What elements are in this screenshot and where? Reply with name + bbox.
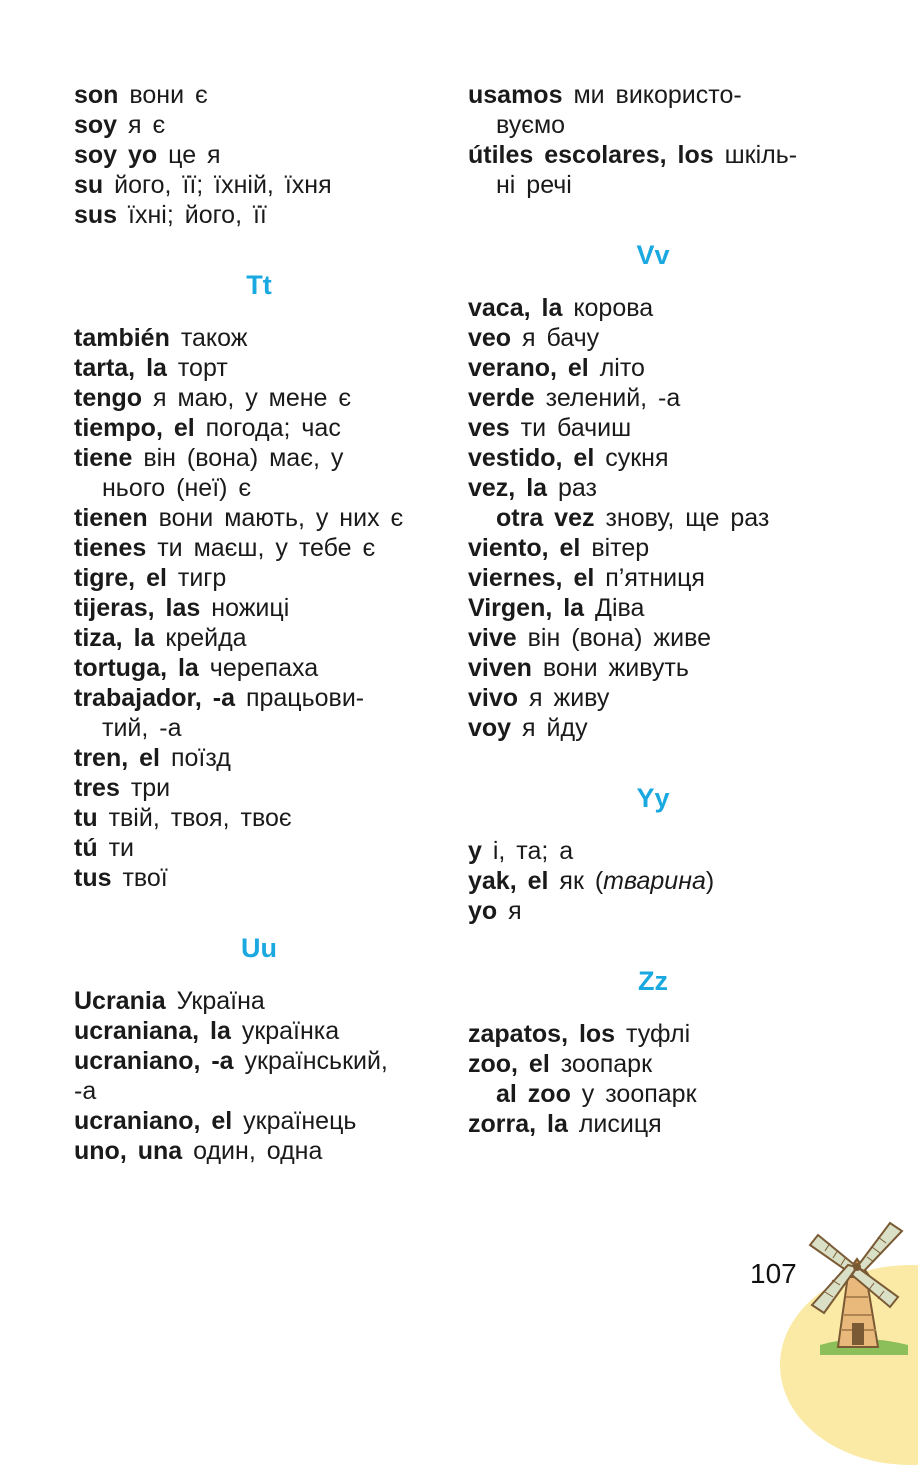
entry-headword: y: [468, 837, 482, 865]
entry-headword: uno, una: [74, 1137, 183, 1165]
entry-headword: Virgen, la: [468, 594, 585, 622]
entry-headword: trabajador, -a: [74, 684, 235, 712]
entry-translation: Діва: [595, 594, 645, 622]
entry-headword: zoo, el: [468, 1050, 550, 1078]
entry-translation: черепаха: [209, 654, 319, 682]
entry-translation: ти маєш, у тебе є: [157, 534, 376, 562]
dictionary-entry: [468, 80, 860, 140]
entry-translation: його, її; їхній, їхня: [114, 171, 332, 199]
dictionary-entry: [74, 200, 454, 230]
entry-headword: vivo: [468, 684, 519, 712]
entry-translation: зоопарк: [560, 1050, 653, 1078]
dictionary-entry: [74, 323, 454, 353]
entry-translation: вони є: [129, 81, 208, 109]
dictionary-entry: [468, 140, 860, 200]
entry-translation: твій, твоя, твоє: [108, 804, 292, 832]
entry-headword: tú: [74, 834, 98, 862]
entry-headword: tres: [74, 774, 120, 802]
dictionary-entry: [468, 323, 860, 353]
dictionary-entry: [74, 863, 454, 893]
entry-headword: tortuga, la: [74, 654, 199, 682]
dictionary-entry: [74, 1106, 454, 1136]
section-letter-heading: Uu: [241, 933, 277, 963]
section-letter-heading: Zz: [638, 966, 668, 996]
dictionary-entry: [74, 140, 454, 170]
entry-headword: zorra, la: [468, 1110, 568, 1138]
entry-translation: працьови-: [245, 684, 365, 712]
entry-translation: поїзд: [170, 744, 231, 772]
section-letter-heading: Yy: [636, 783, 670, 813]
entry-translation: український,: [244, 1047, 388, 1075]
dictionary-entry: [468, 593, 860, 623]
dictionary-entry: [74, 833, 454, 863]
entry-headword: tigre, el: [74, 564, 167, 592]
dictionary-entry: [74, 413, 454, 443]
entry-translation: ми використо-: [573, 81, 742, 109]
entry-headword: zapatos, los: [468, 1020, 616, 1048]
entry-translation: лисиця: [578, 1110, 662, 1138]
dictionary-entry: [74, 773, 454, 803]
entry-continuation: ні речі: [496, 171, 572, 199]
dictionary-entry: [468, 563, 860, 593]
entry-headword: su: [74, 171, 104, 199]
entry-translation: зелений, -а: [545, 384, 681, 412]
dictionary-entry: [74, 1136, 454, 1166]
entry-translation: він (вона) живе: [527, 624, 712, 652]
dictionary-entry: [74, 1016, 454, 1046]
dictionary-entry: [468, 1019, 860, 1049]
entry-translation: ти бачиш: [520, 414, 632, 442]
entry-headword: viven: [468, 654, 532, 682]
entry-translation: Україна: [176, 987, 265, 1015]
entry-headword: tengo: [74, 384, 143, 412]
dictionary-entry: [468, 353, 860, 383]
entry-headword: son: [74, 81, 119, 109]
entry-headword: viernes, el: [468, 564, 595, 592]
entry-headword: tiza, la: [74, 624, 155, 652]
entry-continuation: вуємо: [496, 111, 566, 139]
entry-headword: tarta, la: [74, 354, 167, 382]
entry-translation: погода; час: [205, 414, 341, 442]
entry-headword: tren, el: [74, 744, 160, 772]
entry-punctuation: ): [705, 867, 715, 895]
entry-translation: твої: [122, 864, 168, 892]
entry-headword: vestido, el: [468, 444, 595, 472]
dictionary-entry: [74, 1046, 454, 1106]
dictionary-entry: [74, 623, 454, 653]
entry-headword: al zoo: [496, 1080, 571, 1108]
entry-headword: tiene: [74, 444, 133, 472]
dictionary-entry: [74, 383, 454, 413]
dictionary-entry: [468, 836, 860, 866]
entry-headword: soy: [74, 111, 118, 139]
entry-translation: сукня: [605, 444, 669, 472]
entry-translation: українка: [241, 1017, 340, 1045]
entry-translation: я є: [128, 111, 166, 139]
entry-headword: otra vez: [496, 504, 595, 532]
entry-translation: він (вона) має, у: [143, 444, 344, 472]
entry-translation: п’ятниця: [605, 564, 705, 592]
dictionary-entry: [468, 1109, 860, 1139]
entry-headword: tienes: [74, 534, 147, 562]
entry-headword: verde: [468, 384, 535, 412]
left-column: [74, 80, 454, 1166]
entry-headword: yo: [468, 897, 498, 925]
entry-translation: у зоопарк: [581, 1080, 697, 1108]
page-number: 107: [750, 1258, 797, 1289]
entry-translation: і, та; а: [492, 837, 574, 865]
right-column: [468, 80, 860, 1139]
entry-headword: usamos: [468, 81, 563, 109]
dictionary-entry: [468, 443, 860, 473]
entry-continuation: тий, -а: [102, 714, 182, 742]
entry-headword: Ucrania: [74, 987, 166, 1015]
entry-translation: я: [508, 897, 522, 925]
entry-headword: viento, el: [468, 534, 581, 562]
entry-continuation: -а: [74, 1077, 97, 1105]
entry-translation: це я: [168, 141, 221, 169]
dictionary-entry: [74, 803, 454, 833]
entry-headword: verano, el: [468, 354, 589, 382]
entry-translation: корова: [573, 294, 654, 322]
dictionary-entry: [468, 383, 860, 413]
dictionary-entry: [468, 653, 860, 683]
entry-translation: туфлі: [626, 1020, 691, 1048]
entry-translation: торт: [177, 354, 228, 382]
dictionary-entry: [468, 623, 860, 653]
entry-headword: tiempo, el: [74, 414, 195, 442]
dictionary-entry: [74, 353, 454, 383]
entry-translation: шкіль-: [724, 141, 798, 169]
entry-translation: вони мають, у них є: [158, 504, 404, 532]
dictionary-entry: [468, 1049, 860, 1079]
entry-headword: también: [74, 324, 170, 352]
dictionary-entry: [468, 683, 860, 713]
entry-headword: vaca, la: [468, 294, 563, 322]
entry-headword: vive: [468, 624, 517, 652]
entry-headword: ucraniano, el: [74, 1107, 233, 1135]
dictionary-entry: [74, 563, 454, 593]
dictionary-entry: [468, 473, 860, 503]
dictionary-entry: [74, 533, 454, 563]
entry-headword: yak, el: [468, 867, 549, 895]
entry-translation: знову, ще раз: [605, 504, 770, 532]
entry-headword: ucraniana, la: [74, 1017, 231, 1045]
dictionary-entry: [468, 1079, 860, 1109]
entry-headword: voy: [468, 714, 512, 742]
entry-headword: tus: [74, 864, 112, 892]
dictionary-entry: [468, 713, 860, 743]
entry-headword: tijeras, las: [74, 594, 201, 622]
section-letter-heading: Tt: [246, 270, 272, 300]
dictionary-entry: [468, 503, 860, 533]
entry-translation: три: [130, 774, 171, 802]
entry-headword: soy yo: [74, 141, 158, 169]
entry-translation: я живу: [528, 684, 610, 712]
entry-headword: ucraniano, -a: [74, 1047, 234, 1075]
windmill-icon: [790, 1205, 918, 1355]
entry-translation: їхні; його, її: [128, 201, 267, 229]
entry-headword: ves: [468, 414, 510, 442]
entry-translation: вітер: [591, 534, 650, 562]
entry-translation: я бачу: [522, 324, 600, 352]
entry-translation: я маю, у мене є: [153, 384, 352, 412]
entry-translation: раз: [558, 474, 598, 502]
entry-headword: útiles escolares, los: [468, 141, 714, 169]
dictionary-entry: [74, 443, 454, 503]
entry-continuation: нього (неї) є: [102, 474, 252, 502]
entry-headword: veo: [468, 324, 512, 352]
entry-headword: vez, la: [468, 474, 548, 502]
entry-headword: sus: [74, 201, 118, 229]
entry-translation: я йду: [522, 714, 588, 742]
dictionary-entry: [74, 170, 454, 200]
dictionary-entry: [74, 80, 454, 110]
entry-headword: tienen: [74, 504, 148, 532]
entry-translation: літо: [599, 354, 645, 382]
entry-translation: також: [180, 324, 248, 352]
entry-translation: вони живуть: [542, 654, 689, 682]
dictionary-entry: [74, 503, 454, 533]
section-letter-heading: Vv: [636, 240, 670, 270]
dictionary-entry: [74, 593, 454, 623]
entry-translation: ти: [108, 834, 134, 862]
dictionary-entry: [468, 896, 860, 926]
dictionary-entry: [74, 743, 454, 773]
entry-translation: як (: [559, 867, 604, 895]
dictionary-entry: [74, 653, 454, 683]
entry-note: тварина: [603, 867, 706, 895]
dictionary-entry: [74, 986, 454, 1016]
entry-headword: tu: [74, 804, 98, 832]
dictionary-entry: [468, 293, 860, 323]
dictionary-entry: [74, 683, 454, 743]
dictionary-entry: [468, 533, 860, 563]
dictionary-entry: [468, 413, 860, 443]
entry-translation: українець: [243, 1107, 357, 1135]
entry-translation: тигр: [177, 564, 227, 592]
entry-translation: ножиці: [211, 594, 290, 622]
dictionary-entry: [74, 110, 454, 140]
entry-translation: крейда: [165, 624, 247, 652]
dictionary-entry: [468, 866, 860, 896]
entry-translation: один, одна: [193, 1137, 323, 1165]
